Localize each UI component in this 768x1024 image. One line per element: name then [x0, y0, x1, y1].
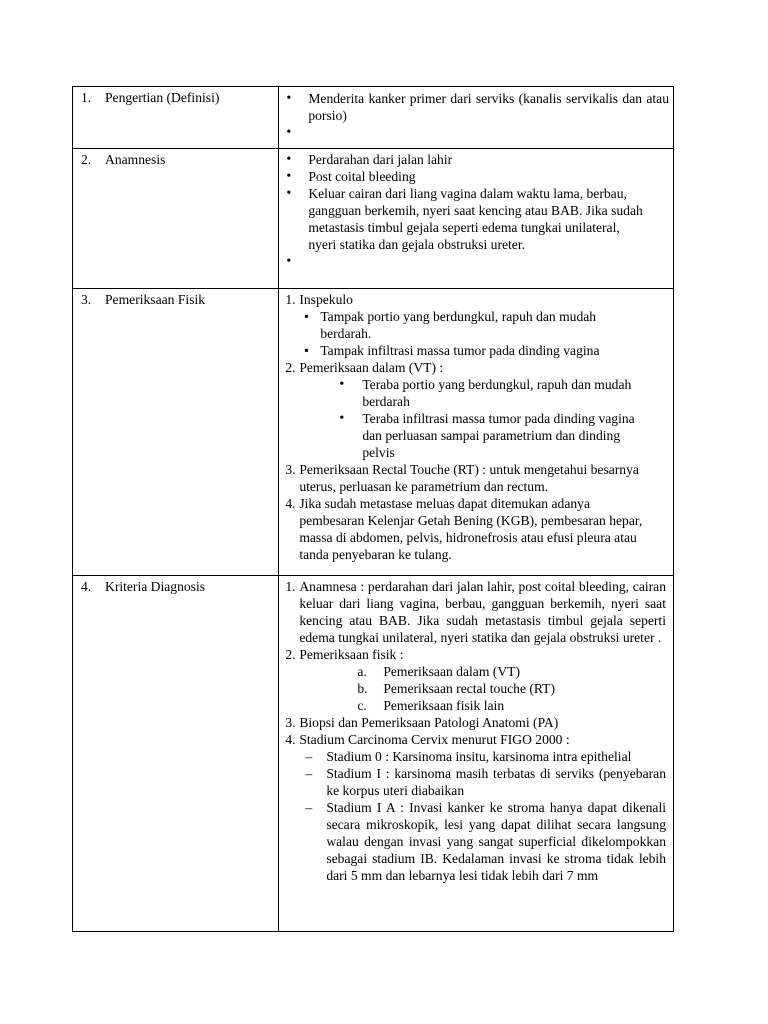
list-item [279, 578, 673, 646]
row-title-cell [73, 149, 279, 289]
item-number: 1. [285, 292, 296, 307]
sub-item: – Stadium 0 : Karsinoma insitu, karsinoma intra epithelial [299, 748, 666, 765]
row-title: Pengertian (Definisi) [105, 90, 220, 105]
sub-item: ▪ Tampak portio yang berdungkul, rapuh dan mudah berdarah. [299, 308, 646, 342]
row-title: Pemeriksaan Fisik [105, 292, 206, 307]
sub-item: • Teraba portio yang berdungkul, rapuh dan mudah berdarah [299, 376, 646, 410]
sub-item-letter: b. [357, 681, 368, 696]
item-text: Anamnesa : perdarahan dari jalan lahir, post coital bleeding, cairan keluar dari liang vagina, berbau, gangguan berkemih, nyeri saat kencing atau BAB. Jika sudah metastasis timbul gejala seperti edema tungkai unilateral, nyeri statika dan gejala obstruksi ureter . [299, 579, 666, 645]
item-text: Pemeriksaan Rectal Touche (RT) : untuk mengetahui besarnya uterus, perluasan ke parametrium dan rectum. [299, 462, 639, 494]
row-title-cell [73, 87, 279, 149]
item-number: 3. [285, 715, 296, 730]
sub-item-text: Pemeriksaan dalam (VT) [383, 664, 520, 679]
item-text: Pemeriksaan dalam (VT) : [299, 360, 444, 375]
row-content-cell [279, 149, 674, 289]
item-number: 1. [285, 579, 296, 594]
row-number: 2. [81, 152, 92, 167]
item-number: 4. [285, 496, 296, 511]
row-number: 1. [81, 90, 92, 105]
sub-item [299, 697, 666, 714]
list-item [279, 253, 673, 270]
item-text: Jika sudah metastase meluas dapat ditemukan adanya pembesaran Kelenjar Getah Bening (KGB), pembesaran hepar, massa di abdomen, pelvis, hidronefrosis atau efusi pleura atau tanda penyebaran ke tulang. [299, 496, 643, 562]
item-number: 3. [285, 462, 296, 477]
sub-item-text: Pemeriksaan rectal touche (RT) [383, 681, 556, 696]
sub-item: • Teraba infiltrasi massa tumor pada dinding vagina dan perluasan sampai parametrium dan dinding pelvis [299, 410, 646, 461]
row-content-cell [279, 289, 674, 576]
row-number: 4. [81, 579, 92, 594]
sub-item-letter: a. [357, 664, 367, 679]
sub-item: – Stadium I : karsinoma masih terbatas di serviks (penyebaran ke korpus uteri diabaikan [299, 765, 666, 799]
row-title-cell [73, 289, 279, 576]
document-table [72, 86, 674, 932]
list-item [279, 461, 653, 495]
row-content-cell [279, 87, 674, 149]
sub-item [299, 680, 666, 697]
list-item [279, 646, 673, 714]
list-item: • Post coital bleeding [279, 168, 673, 185]
sub-item-letter: c. [357, 698, 367, 713]
row-number: 3. [81, 292, 92, 307]
list-item [279, 714, 673, 731]
sub-item: – Stadium I A : Invasi kanker ke stroma hanya dapat dikenali secara mikroskopik, lesi yang dapat dilihat secara langsung walau dengan invasi yang sangat superficial dikelompokkan sebagai stadium IB. Kedalaman invasi ke stroma tidak lebih dari 5 mm dan lebarnya lesi tidak lebih dari 7 mm [299, 799, 666, 884]
sub-item: ▪ Tampak infiltrasi massa tumor pada dinding vagina [299, 342, 646, 359]
list-item: • Menderita kanker primer dari serviks (kanalis servikalis dan atau porsio) [279, 90, 673, 124]
list-item [279, 359, 653, 461]
row-content-cell [279, 576, 674, 932]
item-number: 2. [285, 647, 296, 662]
item-text: Pemeriksaan fisik : [299, 647, 404, 662]
sub-item [299, 663, 666, 680]
list-item [279, 495, 653, 563]
list-item [279, 291, 653, 359]
item-text: Inspekulo [299, 292, 353, 307]
table-row [73, 149, 674, 289]
list-item [279, 731, 673, 884]
table-row [73, 87, 674, 149]
table-row [73, 289, 674, 576]
row-title: Kriteria Diagnosis [105, 579, 206, 594]
sub-item-text: Pemeriksaan fisik lain [383, 698, 505, 713]
list-item [279, 124, 673, 143]
row-title-cell [73, 576, 279, 932]
list-item: • Perdarahan dari jalan lahir [279, 151, 673, 168]
table-row [73, 576, 674, 932]
item-number: 4. [285, 732, 296, 747]
item-text: Biopsi dan Pemeriksaan Patologi Anatomi (PA) [299, 715, 559, 730]
item-number: 2. [285, 360, 296, 375]
list-item: • Keluar cairan dari liang vagina dalam waktu lama, berbau, gangguan berkemih, nyeri saat kencing atau BAB. Jika sudah metastasis timbul gejala seperti edema tungkai unilateral, nyeri statika dan gejala obstruksi ureter. [279, 185, 673, 253]
row-title: Anamnesis [105, 152, 166, 167]
item-text: Stadium Carcinoma Cervix menurut FIGO 2000 : [299, 732, 570, 747]
